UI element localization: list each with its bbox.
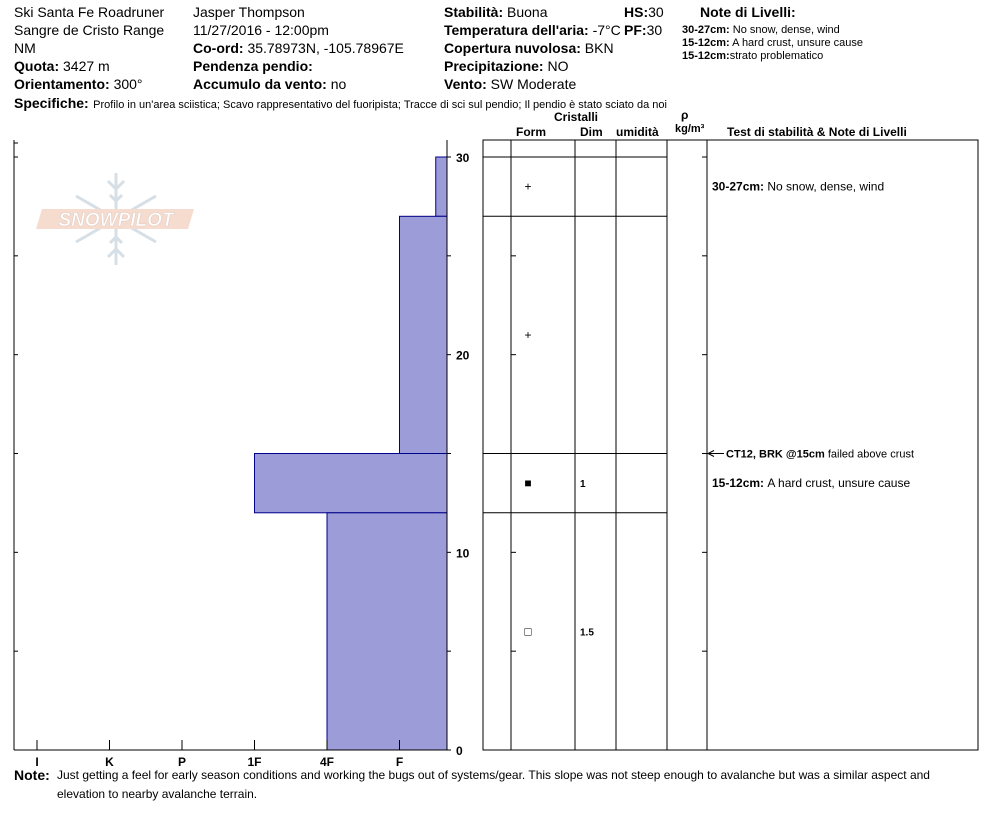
rho-header: ρ [681, 108, 689, 122]
wind-label: Vento: [444, 76, 487, 92]
layer-note: 15-12cm: A hard crust, unsure cause [712, 476, 911, 491]
hardness-tick-label: P [177, 755, 187, 769]
precip-label: Precipitazione: [444, 58, 544, 74]
form-header: Form [516, 125, 546, 139]
crystals-header: Cristalli [554, 110, 599, 124]
crystal-form: + [524, 179, 532, 194]
pf-label: PF: [624, 22, 647, 38]
hardness-bar [255, 454, 448, 513]
crystal-form: + [524, 327, 532, 342]
site-range: Sangre de Cristo Range [14, 22, 165, 38]
slope-label: Pendenza pendio: [193, 58, 313, 74]
layer-note-item: 15-12cm: A hard crust, unsure cause [682, 37, 864, 49]
logo-text: SNOWPILOT [58, 210, 174, 231]
stability-label: Stabilità: [444, 4, 504, 20]
wind-load-label: Accumulo da vento: [193, 76, 327, 92]
hardness-tick-label: 4F [319, 755, 335, 769]
specifics-text: Profilo in un'area sciistica; Scavo rappresentativo del fuoripista; Tracce di sci sul pendio; Il pendio è stato sciato da noi [93, 99, 667, 111]
snowpilot-logo [36, 173, 194, 265]
specifics-label: Specifiche: [14, 95, 89, 111]
depth-tick-label: 10 [456, 546, 470, 561]
crystal-form: □ [524, 624, 532, 639]
elevation-value: 3427 m [63, 58, 110, 74]
moisture-header: umidità [616, 125, 659, 139]
hardness-bar [327, 513, 447, 750]
hardness-tick-label: 1F [247, 755, 262, 769]
stability-test: CT12, BRK @15cm failed above crust [726, 448, 915, 461]
coord-value: 35.78973N, -105.78967E [247, 40, 404, 56]
table-border [483, 140, 978, 750]
elevation-label: Quota: [14, 58, 60, 74]
hardness-tick-label: F [395, 755, 404, 769]
observer-name: Jasper Thompson [193, 4, 305, 20]
aspect-value: 300° [113, 76, 143, 92]
stability-value: Buona [507, 4, 548, 20]
notes-label: Note: [14, 767, 50, 783]
cloud-label: Copertura nuvolosa: [444, 40, 581, 56]
notes-line-1: Just getting a feel for early season conditions and working the bugs out of systems/gear. This slope was not steep enough to avalanche but was a similar aspect and [57, 768, 930, 782]
layer-note: 30-27cm: No snow, dense, wind [712, 179, 885, 194]
hardness-profile [255, 157, 448, 750]
crystal-size: 1.5 [580, 627, 594, 639]
notes-row [14, 767, 50, 785]
hs-label: HS: [624, 4, 649, 20]
observation-datetime: 11/27/2016 - 12:00pm [193, 22, 329, 38]
site-state: NM [14, 40, 36, 56]
air-temp-value: -7°C [592, 22, 621, 38]
air-temp-label: Temperatura dell'aria: [444, 22, 589, 38]
layer-note-item: 30-27cm: No snow, dense, wind [682, 24, 840, 36]
wind-load-value: no [330, 76, 347, 92]
crystal-table [483, 140, 978, 750]
layer-notes-title: Note di Livelli: [700, 4, 796, 20]
stability-notes-header: Test di stabilità & Note di Livelli [727, 125, 907, 139]
precip-value: NO [547, 58, 569, 74]
notes-line-2: elevation to nearby avalanche terrain. [57, 787, 258, 801]
cloud-value: BKN [584, 40, 614, 56]
hardness-bar [400, 216, 448, 453]
hardness-tick-label: I [35, 755, 39, 769]
density-unit-header: kg/m³ [675, 123, 705, 135]
aspect-label: Orientamento: [14, 76, 110, 92]
hardness-bar [436, 157, 447, 216]
wind-value: SW Moderate [490, 76, 577, 92]
depth-tick-label: 20 [456, 348, 470, 363]
crystal-size: 1 [580, 479, 586, 491]
depth-tick-label: 30 [456, 151, 470, 165]
coord-label: Co-ord: [193, 40, 244, 56]
crystal-form: ■ [524, 476, 532, 491]
pf-value: 30 [646, 22, 663, 38]
hardness-tick-label: K [105, 755, 114, 769]
layer-note-item: 15-12cm:strato problematico [682, 50, 824, 62]
hs-value: 30 [648, 4, 664, 20]
depth-tick-label: 0 [456, 744, 463, 758]
size-header: Dim [580, 125, 603, 139]
site-name: Ski Santa Fe Roadruner [14, 4, 165, 20]
